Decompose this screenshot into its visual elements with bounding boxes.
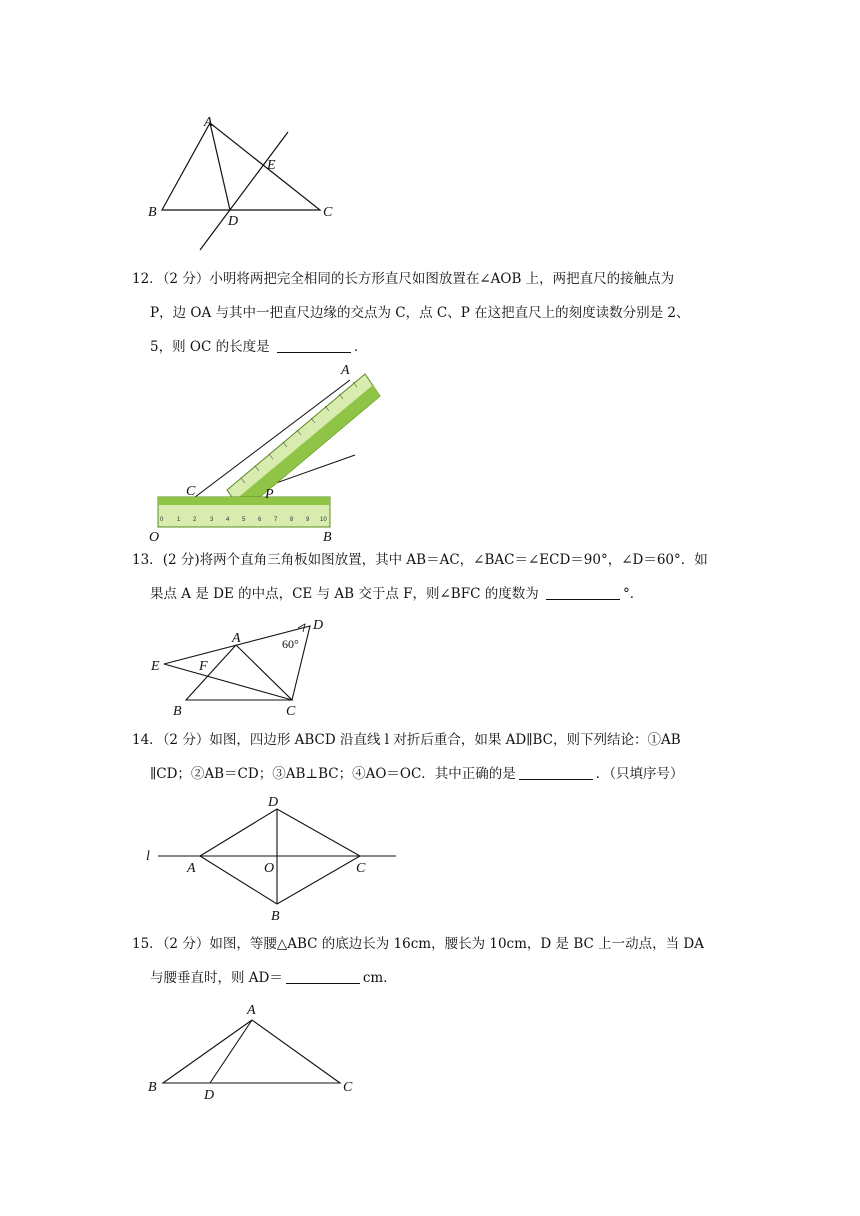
label-E: E (151, 659, 160, 674)
question-text: 将两个直角三角板如图放置，其中 AB＝AC，∠BAC＝∠ECD＝90°，∠D＝60°．如 (199, 552, 708, 568)
svg-text:10: 10 (320, 517, 327, 523)
label-C: C (356, 861, 366, 876)
svg-text:5: 5 (242, 517, 246, 523)
label-P: P (265, 487, 274, 502)
triangle-abc-diagram (140, 110, 340, 260)
label-B: B (271, 909, 280, 924)
question-13: 13．(2 分)将两个直角三角板如图放置，其中 AB＝AC，∠BAC＝∠ECD＝90°，∠D＝60°．如 果点 A 是 DE 的中点，CE 与 AB 交于点 F，则∠BFC 的度数为 °． (132, 552, 708, 602)
question-text: ∥CD；②AB＝CD；③AB⊥BC；④AO＝OC．其中正确的是 (150, 766, 516, 782)
rulers-angle-diagram (145, 360, 385, 545)
label-D: D (313, 618, 324, 633)
question-12: 12．（2 分）小明将两把完全相同的长方形直尺如图放置在∠AOB 上，两把直尺的接触点为 P，边 OA 与其中一把直尺边缘的交点为 C，点 C、P 在这把直尺上的刻度读数分别是 2、 5，则 OC 的长度是 ． (132, 262, 732, 364)
question-points: (2 分) (162, 552, 200, 568)
answer-blank[interactable] (519, 765, 593, 780)
angle-label: 60° (282, 637, 299, 651)
question-points: （2 分） (162, 732, 210, 748)
question-text: 如图，四边形 ABCD 沿直线 l 对折后重合，如果 AD∥BC，则下列结论：①AB (209, 732, 681, 748)
quadrilateral-fold-diagram (140, 792, 410, 922)
question-points: （2 分） (162, 936, 210, 952)
question-number: 12． (132, 271, 163, 287)
question-text: 小明将两把完全相同的长方形直尺如图放置在∠AOB 上，两把直尺的接触点为 (209, 271, 675, 287)
label-l: l (146, 849, 150, 864)
answer-blank[interactable] (286, 969, 360, 984)
question-text: P，边 OA 与其中一把直尺边缘的交点为 C，点 C、P 在这把直尺上的刻度读数分别是 2、 (150, 305, 690, 321)
isosceles-triangle-diagram (140, 998, 370, 1108)
label-A: A (187, 861, 196, 876)
label-A: A (247, 1003, 256, 1018)
label-A: A (232, 631, 241, 646)
label-O: O (149, 530, 160, 545)
label-D: D (204, 1088, 215, 1103)
svg-text:8: 8 (290, 517, 294, 523)
label-C: C (323, 205, 333, 220)
figure-q12 (145, 360, 385, 545)
figure-q14 (140, 792, 410, 922)
answer-blank[interactable] (277, 338, 351, 353)
label-A: A (341, 363, 350, 378)
label-O: O (264, 861, 275, 876)
answer-blank[interactable] (546, 585, 620, 600)
label-D: D (268, 795, 279, 810)
question-number: 13． (132, 552, 163, 568)
svg-text:6: 6 (258, 517, 262, 523)
label-B: B (148, 1080, 157, 1095)
two-set-squares-diagram (148, 612, 348, 722)
question-text: 如图，等腰△ABC 的底边长为 16cm，腰长为 10cm，D 是 BC 上一动点，当 DA (209, 936, 704, 952)
question-15: 15．（2 分）如图，等腰△ABC 的底边长为 16cm，腰长为 10cm，D 是 BC 上一动点，当 DA 与腰垂直时，则 AD＝ cm． (132, 936, 704, 986)
tilted-ruler (227, 374, 380, 512)
label-C: C (343, 1080, 353, 1095)
svg-text:4: 4 (226, 517, 230, 523)
question-number: 15． (132, 936, 163, 952)
label-B: B (148, 205, 157, 220)
svg-text:1: 1 (177, 517, 181, 523)
svg-text:3: 3 (210, 517, 214, 523)
svg-text:9: 9 (306, 517, 310, 523)
question-points: （2 分） (162, 271, 210, 287)
question-text: 与腰垂直时，则 AD＝ (150, 970, 283, 986)
figure-q13 (148, 612, 348, 722)
horizontal-ruler (158, 497, 330, 527)
label-F: F (199, 659, 208, 674)
question-number: 14． (132, 732, 163, 748)
label-C: C (186, 484, 196, 499)
svg-text:0: 0 (160, 517, 164, 523)
question-14: 14．（2 分）如图，四边形 ABCD 沿直线 l 对折后重合，如果 AD∥BC，则下列结论：①AB ∥CD；②AB＝CD；③AB⊥BC；④AO＝OC．其中正确的是 ．（只填序号） (132, 732, 684, 782)
svg-text:2: 2 (193, 517, 197, 523)
label-C: C (286, 704, 296, 719)
label-A: A (204, 115, 213, 130)
figure-q11 (140, 110, 340, 260)
question-text: 果点 A 是 DE 的中点，CE 与 AB 交于点 F，则∠BFC 的度数为 (150, 586, 539, 602)
figure-q15 (140, 998, 370, 1108)
label-E: E (267, 158, 276, 173)
label-B: B (323, 530, 332, 545)
label-B: B (173, 704, 182, 719)
svg-text:7: 7 (274, 517, 278, 523)
question-text: 5，则 OC 的长度是 (150, 339, 270, 355)
label-D: D (228, 214, 239, 229)
